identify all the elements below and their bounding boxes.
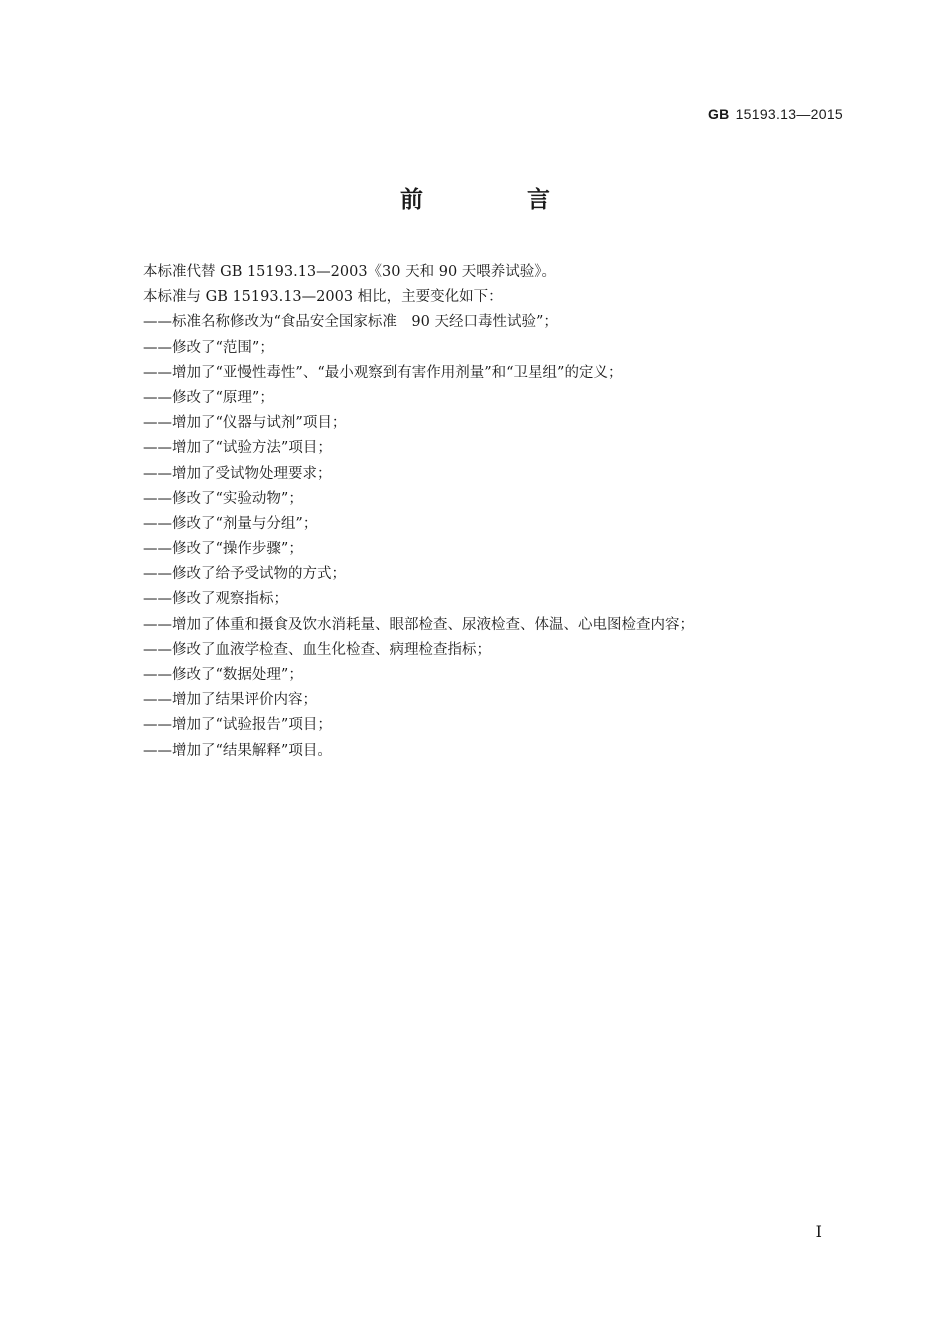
change-item: ——修改了“剂量与分组”；: [143, 515, 318, 532]
standard-code: [708, 106, 843, 122]
change-item: ——增加了受试物处理要求；: [143, 465, 332, 482]
change-item: ——增加了“仪器与试剂”项目；: [143, 415, 347, 432]
change-item: ——增加了“结果解释”项目。: [143, 742, 332, 759]
change-item: ——增加了体重和摄食及饮水消耗量、眼部检查、尿液检查、体温、心电图检查内容；: [143, 616, 694, 633]
intro-line-changes: 本标准与 GB 15193.13—2003 相比，主要变化如下：: [143, 289, 503, 306]
change-item: ——增加了“亚慢性毒性”、“最小观察到有害作用剂量”和“卫星组”的定义；: [143, 364, 623, 381]
change-item: ——标准名称修改为“食品安全国家标准 90 天经口毒性试验”；: [143, 314, 558, 331]
change-item: ——修改了给予受试物的方式；: [143, 566, 346, 583]
standard-prefix: GB: [707, 106, 730, 122]
change-item: ——修改了“原理”；: [143, 389, 274, 406]
page-number: I: [815, 1222, 822, 1241]
change-item: ——增加了结果评价内容；: [143, 692, 317, 709]
change-item: ——增加了“试验方法”项目；: [143, 440, 332, 457]
change-item: ——修改了血液学检查、血生化检查、病理检查指标；: [143, 641, 491, 658]
change-item: ——修改了“操作步骤”；: [143, 541, 303, 558]
change-item: ——增加了“试验报告”项目；: [143, 717, 332, 734]
change-item: ——修改了“范围”；: [143, 339, 274, 356]
page-title: 前 言: [399, 187, 598, 213]
change-item: ——修改了观察指标；: [143, 591, 288, 608]
standard-number: 15193.13—2015: [735, 106, 843, 122]
change-item: ——修改了“实验动物”；: [143, 490, 303, 507]
foreword-body: [143, 260, 843, 764]
change-item: ——修改了“数据处理”；: [143, 667, 303, 683]
intro-line-replaces: 本标准代替 GB 15193.13—2003《30 天和 90 天喂养试验》。: [143, 264, 557, 280]
